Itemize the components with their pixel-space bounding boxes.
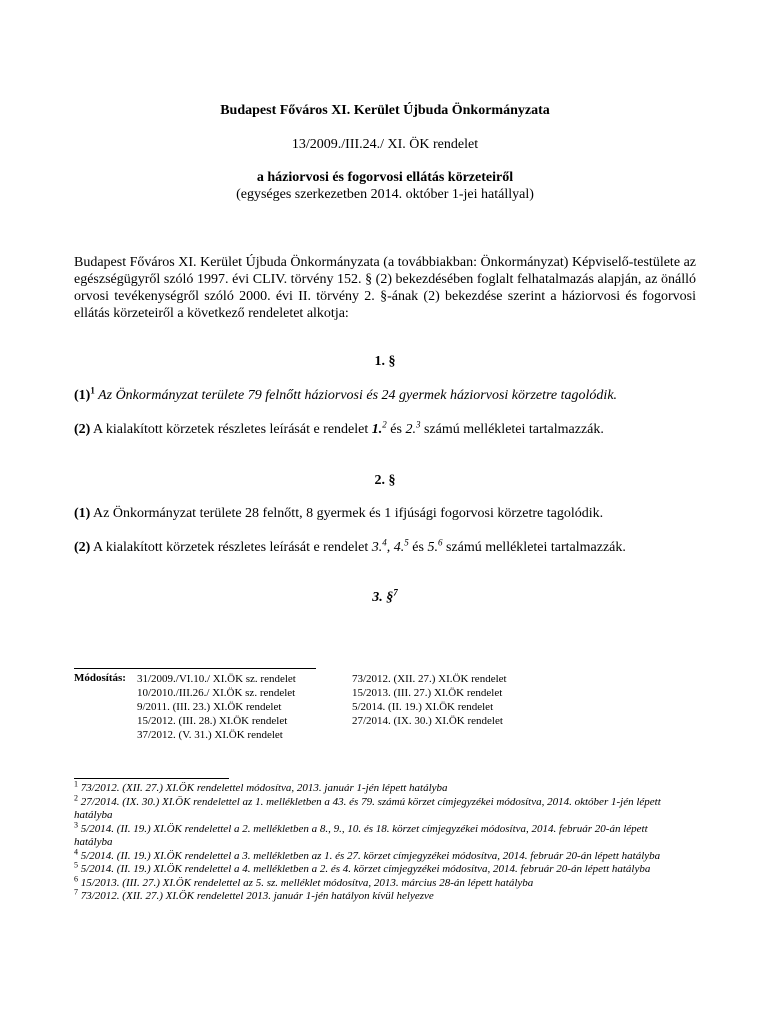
modification-item: 5/2014. (II. 19.) XI.ÖK rendelet xyxy=(352,701,494,713)
footnote xyxy=(74,860,674,877)
footnotes-divider xyxy=(74,778,229,779)
paragraph-text: Az Önkormányzat területe 28 felnőtt, 8 gyermek és 1 ifjúsági fogorvosi körzetre tagolódik. xyxy=(90,506,604,521)
paragraph-label: (2) xyxy=(74,422,91,437)
modifications-divider xyxy=(74,668,316,669)
footnote-number: 7 xyxy=(74,887,78,897)
footnote xyxy=(74,873,674,891)
footnote-number: 2 xyxy=(74,792,78,802)
modification-item: 27/2014. (IX. 30.) XI.ÖK rendelet xyxy=(352,715,503,727)
footnote-ref: 1 xyxy=(90,385,95,396)
section-3-heading-text: 3. § xyxy=(372,590,394,605)
consolidation-note: (egységes szerkezetben 2014. október 1-jei hatállyal) xyxy=(236,187,534,202)
footnote-ref: 4 xyxy=(382,537,387,548)
paragraph-text: számú mellékletei tartalmazzák. xyxy=(442,540,626,555)
decree-subject: a háziorvosi és fogorvosi ellátás körzeteiről xyxy=(256,170,514,185)
footnote-text: 73/2012. (XII. 27.) XI.ÖK rendelettel módosítva, 2013. január 1-jén lépett hatályba xyxy=(78,782,448,794)
footnote xyxy=(74,846,674,864)
paragraph-text: számú mellékletei tartalmazzák. xyxy=(420,422,604,437)
paragraph-text: A kialakított körzetek részletes leírását e rendelet xyxy=(90,422,372,437)
modification-item: 37/2012. (V. 31.) XI.ÖK rendelet xyxy=(137,729,283,741)
annex-ref: 5. xyxy=(427,540,438,555)
modifications-label: Módosítás: xyxy=(74,672,126,684)
footnote-ref: 7 xyxy=(393,587,398,598)
paragraph-label: (2) xyxy=(74,540,91,555)
footnote-text: 15/2013. (III. 27.) XI.ÖK rendelettel az 5. sz. melléklet módosítva, 2013. március 28-án lépett hatályba xyxy=(78,876,534,889)
footnote xyxy=(74,887,674,904)
footnote-text: 5/2014. (II. 19.) XI.ÖK rendelettel a 3. mellékletben az 1. és 27. körzet címjegyzékei módosítva, 2014. február 20-án lépett hatályba xyxy=(78,849,661,862)
section-1-paragraph-1 xyxy=(74,385,714,404)
modification-item: 73/2012. (XII. 27.) XI.ÖK rendelet xyxy=(352,673,507,685)
paragraph-text: A kialakított körzetek részletes leírását e rendelet xyxy=(90,540,372,555)
paragraph-text: és xyxy=(408,540,428,555)
section-2-paragraph-2 xyxy=(74,537,714,556)
footnote-ref: 6 xyxy=(437,537,443,548)
footnote-number: 6 xyxy=(74,873,78,883)
footnote-ref: 3 xyxy=(415,419,421,430)
section-3-heading xyxy=(74,587,696,606)
paragraph-text: , xyxy=(386,540,394,555)
paragraph-text: Az Önkormányzat területe 79 felnőtt háziorvosi és 24 gyermek háziorvosi körzetre tagolódik. xyxy=(94,388,618,403)
paragraph-text: és xyxy=(386,422,406,437)
footnote-text: 5/2014. (II. 19.) XI.ÖK rendelettel a 4. mellékletben a 2. és 4. körzet címjegyzékei módosítva, 2014. február 20-án lépett hatályba xyxy=(78,863,651,875)
footnotes xyxy=(74,779,674,904)
footnote-number: 3 xyxy=(74,819,78,829)
footnote-text: 73/2012. (XII. 27.) XI.ÖK rendelettel 2013. január 1-jén hatályon kívül helyezve xyxy=(78,890,434,902)
modifications-column-2 xyxy=(352,672,507,728)
footnote xyxy=(74,819,674,850)
footnote-text: 27/2014. (IX. 30.) XI.ÖK rendelettel az 1. mellékletben a 43. és 79. számú körzet címjegyzékei módosítva, 2014. október 1-jén lépett hatályba xyxy=(74,795,661,821)
modification-item: 31/2009./VI.10./ XI.ÖK sz. rendelet xyxy=(137,673,296,685)
footnote-number: 4 xyxy=(74,846,78,856)
modification-item: 15/2012. (III. 28.) XI.ÖK rendelet xyxy=(137,715,288,727)
annex-ref: 2. xyxy=(405,422,416,437)
paragraph-label: (1) xyxy=(74,388,91,403)
preamble: Budapest Főváros XI. Kerület Újbuda Önkormányzata (a továbbiakban: Önkormányzat) Képviselő-testülete az egészségügyről szóló 1997. évi CLIV. törvény 152. § (2) bekezdésében foglalt felhatalmazás alapján, az önálló orvosi tevékenységről szóló 2000. évi II. törvény 2. §-ának (2) bekezdése szerint a háziorvosi és fogorvosi ellátás körzeteiről a következő rendeletet alkotja: xyxy=(74,255,696,321)
footnote-number: 1 xyxy=(74,779,78,789)
modifications-column-1 xyxy=(137,672,296,742)
annex-ref: 3. xyxy=(371,540,383,555)
modification-item: 10/2010./III.26./ XI.ÖK sz. rendelet xyxy=(137,687,296,699)
footnote-text: 5/2014. (II. 19.) XI.ÖK rendelettel a 2. mellékletben a 8., 9., 10. és 18. körzet címjegyzékei módosítva, 2014. február 20-án lépett hatályba xyxy=(74,822,648,848)
section-2-paragraph-1 xyxy=(74,506,714,522)
section-1-heading: 1. § xyxy=(374,354,396,369)
footnote xyxy=(74,792,674,823)
footnote-number: 5 xyxy=(74,860,78,870)
modification-item: 15/2013. (III. 27.) XI.ÖK rendelet xyxy=(352,687,503,699)
modification-item: 9/2011. (III. 23.) XI.ÖK rendelet xyxy=(137,701,282,713)
decree-number: 13/2009./III.24./ XI. ÖK rendelet xyxy=(291,137,479,152)
paragraph-label: (1) xyxy=(74,506,91,521)
footnote-ref: 2 xyxy=(382,419,387,430)
annex-ref: 1. xyxy=(371,422,383,437)
footnote-ref: 5 xyxy=(404,537,409,548)
section-2-heading: 2. § xyxy=(374,473,396,488)
issuer-title: Budapest Főváros XI. Kerület Újbuda Önkormányzata xyxy=(220,103,550,118)
annex-ref: 4. xyxy=(393,540,405,555)
footnote xyxy=(74,779,674,796)
section-1-paragraph-2 xyxy=(74,419,714,438)
